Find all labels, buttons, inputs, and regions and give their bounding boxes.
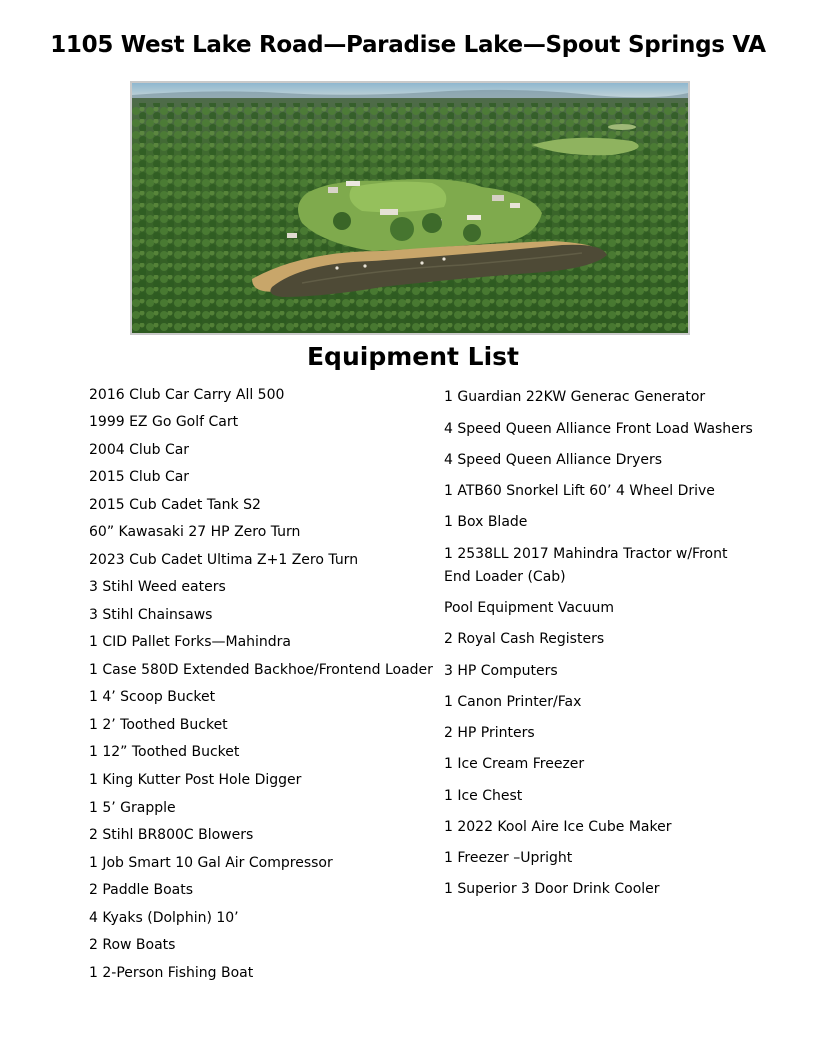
- list-item: 1 Superior 3 Door Drink Cooler: [444, 881, 660, 897]
- list-item: 4 Speed Queen Alliance Dryers: [444, 452, 663, 468]
- list-item: 3 Stihl Chainsaws: [89, 607, 213, 623]
- list-item: 1 2’ Toothed Bucket: [89, 717, 228, 733]
- list-item: Pool Equipment Vacuum: [444, 600, 615, 616]
- list-item: 1 Case 580D Extended Backhoe/Frontend Loader: [89, 662, 433, 678]
- list-item: 1 Canon Printer/Fax: [444, 694, 582, 710]
- aerial-lake-photo: [130, 81, 690, 335]
- list-item: 1 Ice Chest: [444, 788, 523, 804]
- list-item: 1 Guardian 22KW Generac Generator: [444, 389, 706, 405]
- list-item: 3 HP Computers: [444, 663, 558, 679]
- list-item: 1 Box Blade: [444, 514, 528, 530]
- list-item: 1 Job Smart 10 Gal Air Compressor: [89, 855, 333, 871]
- list-item: 1 12” Toothed Bucket: [89, 744, 240, 760]
- list-item: 1 4’ Scoop Bucket: [89, 689, 216, 705]
- list-item: 1 2-Person Fishing Boat: [89, 965, 254, 981]
- list-item: 1 Freezer –Upright: [444, 850, 573, 866]
- page-title: 1105 West Lake Road—Paradise Lake—Spout Springs VA: [50, 32, 766, 58]
- list-item: 2 Royal Cash Registers: [444, 631, 605, 647]
- list-item: 4 Kyaks (Dolphin) 10’: [89, 910, 239, 926]
- list-item: 4 Speed Queen Alliance Front Load Washers: [444, 421, 753, 437]
- list-item: 2004 Club Car: [89, 442, 190, 458]
- list-item: 2 Stihl BR800C Blowers: [89, 827, 254, 843]
- list-item: 2 Row Boats: [89, 937, 176, 953]
- list-item: 2 Paddle Boats: [89, 882, 194, 898]
- list-item: 2016 Club Car Carry All 500: [89, 387, 285, 403]
- equipment-list-heading: Equipment List: [306, 342, 520, 371]
- list-item: 1 5’ Grapple: [89, 800, 176, 816]
- list-item: 2 HP Printers: [444, 725, 535, 741]
- list-item: 1 2022 Kool Aire Ice Cube Maker: [444, 819, 672, 835]
- list-item: 1 Ice Cream Freezer: [444, 756, 585, 772]
- list-item: 1 2538LL 2017 Mahindra Tractor w/Front End Loader (Cab): [444, 546, 728, 585]
- list-item: 1999 EZ Go Golf Cart: [89, 414, 239, 430]
- list-item: 2015 Club Car: [89, 469, 190, 485]
- list-item: 3 Stihl Weed eaters: [89, 579, 226, 595]
- list-item: 2023 Cub Cadet Ultima Z+1 Zero Turn: [89, 552, 359, 568]
- list-item: 1 King Kutter Post Hole Digger: [89, 772, 302, 788]
- list-item: 1 ATB60 Snorkel Lift 60’ 4 Wheel Drive: [444, 483, 715, 499]
- list-item: 1 CID Pallet Forks—Mahindra: [89, 634, 292, 650]
- list-item: 60” Kawasaki 27 HP Zero Turn: [89, 524, 301, 540]
- aerial-photo-illustration: [132, 83, 688, 333]
- list-item: 2015 Cub Cadet Tank S2: [89, 497, 261, 513]
